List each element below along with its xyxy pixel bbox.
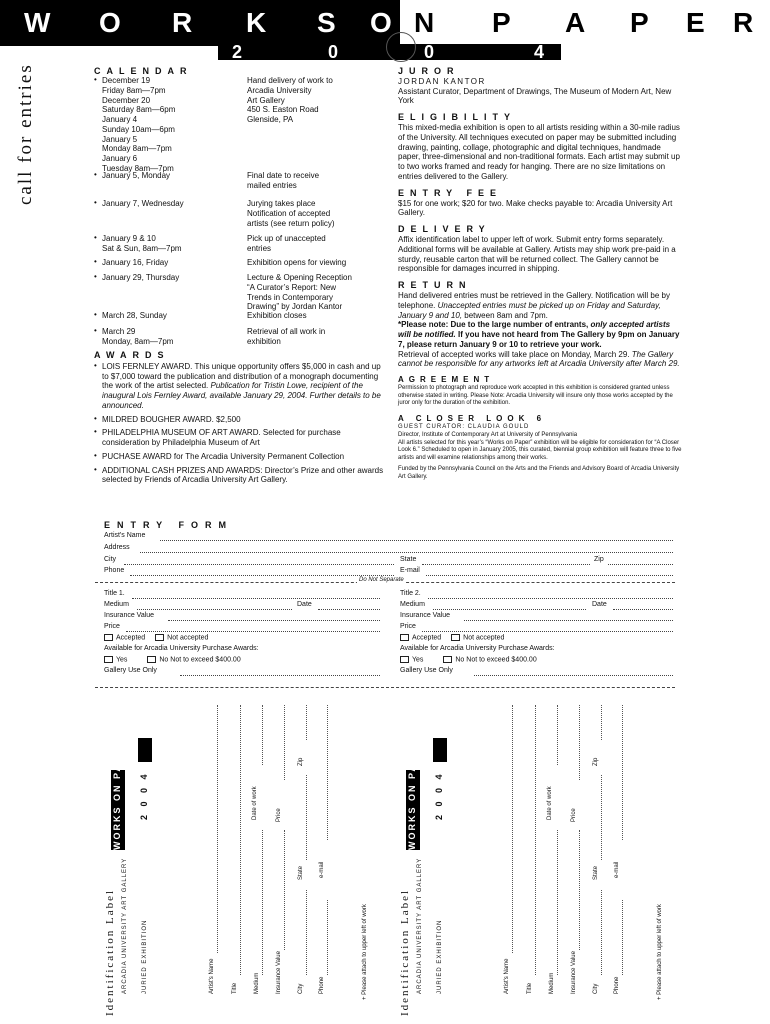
price2-label: Price <box>400 623 416 630</box>
date1-label: Date <box>297 601 312 608</box>
label-attach: + Please attach to upper left of work <box>657 904 663 1000</box>
side-heading: call for entries <box>15 63 36 205</box>
not-accepted1-checkbox[interactable] <box>155 634 164 641</box>
label-juried: JURIED EXHIBITION <box>142 919 148 994</box>
artist-name-field[interactable] <box>160 533 673 541</box>
label-medium-line[interactable] <box>262 830 263 975</box>
title-letter: K <box>246 7 267 38</box>
yes1-label: Yes <box>116 656 128 664</box>
award-text: LOIS FERNLEY AWARD. This unique opportunity offers $5,000 in cash and up to $7,000 toward the publication and distribution of a monograph documenting the work of the artist selected. <box>102 361 381 391</box>
yes2-checkbox[interactable] <box>400 656 409 663</box>
year-digit: 0 <box>424 42 435 62</box>
zip-field[interactable] <box>608 557 673 565</box>
label-gallery: ARCADIA UNIVERSITY ART GALLERY <box>417 857 423 994</box>
title2-label: Title 2. <box>400 590 421 597</box>
identification-label <box>100 700 390 1018</box>
label-date: Date of work <box>547 786 553 820</box>
yesno2-row <box>400 656 537 666</box>
accepted2-label: Accepted <box>412 634 442 642</box>
label-insurance-line[interactable] <box>579 830 580 950</box>
calendar-event: Lecture & Opening Reception “A Curator’s Report: New Trends in Contemporary Drawing” by Jordan Kantor <box>247 273 352 312</box>
do-not-separate: Do Not Separate <box>359 577 404 583</box>
label-phone-line[interactable] <box>327 900 328 975</box>
calendar-event: Jurying takes place Notification of accepted artists (see return policy) <box>247 199 335 228</box>
zip-label: Zip <box>594 556 604 563</box>
calendar-heading: CALENDAR <box>94 66 193 76</box>
awards-section <box>94 350 386 485</box>
label-title-line[interactable] <box>240 705 241 975</box>
label-price: Price <box>571 808 577 822</box>
title-letter: O <box>370 7 392 38</box>
label-state-line[interactable] <box>601 775 602 860</box>
award-item: • PUCHASE AWARD for The Arcadia University Permanent Collection <box>94 452 386 462</box>
accepted2-row <box>400 634 504 644</box>
closer-look-heading: A CLOSER LOOK 6 <box>398 414 547 424</box>
year-digit: 0 <box>328 42 339 62</box>
label-city: City <box>298 983 304 994</box>
title-letter: O <box>99 7 121 38</box>
title2-field[interactable] <box>428 591 673 599</box>
insurance2-label: Insurance Value <box>400 612 451 619</box>
label-year-block <box>433 738 447 762</box>
phone-field[interactable] <box>130 568 394 576</box>
agreement-text: Permission to photograph and reproduce work accepted in this exhibition is considered granted unless otherwise stated in writing. Please Note: Arcadia University will insure only those works accepted by the juror only for the duration of the exhibition. <box>398 384 673 407</box>
yes1-checkbox[interactable] <box>104 656 113 663</box>
email-field[interactable] <box>426 568 673 576</box>
title-letter: N <box>414 7 435 38</box>
label-insurance: Insurance Value <box>571 951 577 994</box>
guest-curator: GUEST CURATOR: CLAUDIA GOULD <box>398 423 530 430</box>
date1-field[interactable] <box>318 602 380 610</box>
return-heading: RETURN <box>398 280 472 291</box>
label-medium-line[interactable] <box>557 830 558 975</box>
calendar-date: • December 19 Friday 8am—7pm December 20 Saturday 8am—6pm January 4 Sunday 10am—6pm January 5 Monday 8am—7pm January 6 Tuesday 8am—7pm <box>94 76 244 174</box>
juror-heading: JUROR <box>398 66 460 76</box>
price1-field[interactable] <box>126 624 380 632</box>
label-email: e-mail <box>319 861 325 878</box>
gallery-use1-label: Gallery Use Only <box>104 667 157 674</box>
label-phone: Phone <box>319 976 325 994</box>
city-field[interactable] <box>124 557 394 565</box>
medium1-label: Medium <box>104 601 129 608</box>
label-date-line[interactable] <box>262 705 263 765</box>
label-email-line[interactable] <box>327 705 328 840</box>
yesno1-row <box>104 656 241 666</box>
date2-label: Date <box>592 601 607 608</box>
title-letter: S <box>317 7 336 38</box>
calendar-date: • March 29 Monday, 8am—7pm <box>94 327 244 347</box>
calendar-date: • March 28, Sunday <box>94 311 244 321</box>
right-column <box>398 66 684 488</box>
year-digit: 2 <box>232 42 243 62</box>
phone-label: Phone <box>104 567 125 574</box>
label-state: State <box>298 865 304 880</box>
gallery-use2-label: Gallery Use Only <box>400 667 453 674</box>
label-date: Date of work <box>252 786 258 820</box>
title-letter: R <box>733 7 754 38</box>
calendar-date: • January 29, Thursday <box>94 273 244 283</box>
label-artist-name-line[interactable] <box>217 705 218 953</box>
title-letter: P <box>492 7 511 38</box>
medium2-label: Medium <box>400 601 425 608</box>
title1-label: Title 1. <box>104 590 125 597</box>
label-city-line[interactable] <box>306 890 307 975</box>
address-label: Address <box>104 544 130 551</box>
no1-checkbox[interactable] <box>147 656 156 663</box>
not-accepted2-label: Not accepted <box>463 634 505 642</box>
address-field[interactable] <box>140 545 673 553</box>
label-logo-text: WORKS ON PAPER <box>112 738 122 850</box>
calendar-date: • January 7, Wednesday <box>94 199 244 209</box>
gallery-use1-field[interactable] <box>180 668 380 676</box>
label-state: State <box>593 865 599 880</box>
no1-label: No Not to exceed $400.00 <box>159 656 241 664</box>
label-phone-line[interactable] <box>622 900 623 975</box>
header-black-band <box>0 0 400 46</box>
state-field[interactable] <box>422 557 590 565</box>
medium1-field[interactable] <box>137 602 292 610</box>
not-accepted2-checkbox[interactable] <box>451 634 460 641</box>
calendar-date: • January 9 & 10 Sat & Sun, 8am—7pm <box>94 234 244 254</box>
label-date-line[interactable] <box>557 705 558 765</box>
title-letter: A <box>565 7 586 38</box>
return-t2: Unaccepted entries must be picked up on Friday and Saturday, January 9 and 10, <box>398 300 661 320</box>
title1-field[interactable] <box>132 591 380 599</box>
eligibility-text: This mixed-media exhibition is open to all artists residing within a 30-mile radius of the University. All techniques executed on paper may be submitted including drawing, painting, collage, photographic and digital techniques, handmade paper, three-dimensional and non-traditional formats. Each artist may submit up to two works framed and ready for hanging. There are no size limitations on entries delivered to the Gallery. <box>398 123 680 181</box>
label-state-line[interactable] <box>306 775 307 860</box>
label-gallery: ARCADIA UNIVERSITY ART GALLERY <box>122 857 128 994</box>
calendar-section <box>94 66 386 346</box>
label-insurance: Insurance Value <box>276 951 282 994</box>
label-email-line[interactable] <box>622 705 623 840</box>
label-medium: Medium <box>549 972 555 994</box>
no2-checkbox[interactable] <box>443 656 452 663</box>
entry-fee-text: $15 for one work; $20 for two. Make checks payable to: Arcadia University Art Gallery. <box>398 198 673 218</box>
title-letter: R <box>172 7 193 38</box>
label-artist-name: Artist's Name <box>209 958 215 994</box>
insurance1-field[interactable] <box>168 613 380 621</box>
label-logo-text: WORKS ON PAPER <box>407 738 417 850</box>
accepted2-checkbox[interactable] <box>400 634 409 641</box>
calendar-date: • January 5, Monday <box>94 171 244 181</box>
artist-name-label: Artist's Name <box>104 532 146 539</box>
funded-text: Funded by the Pennsylvania Council on the Arts and the Friends and Advisory Board of Arcadia University Art Gallery. <box>398 465 680 480</box>
award-item: • PHILADELPHIA MUSEUM OF ART AWARD. Selected for purchase consideration by Philadelphia Museum of Art <box>94 428 386 448</box>
label-attach: + Please attach to upper left of work <box>362 904 368 1000</box>
price2-field[interactable] <box>422 624 673 632</box>
delivery-text: Affix identification label to upper left of work. Submit entry forms separately. Additional forms will be available at Gallery. Artists may ship work pre-paid in a sturdy, reusable carton that will be returned collect. The Gallery cannot be responsible for damages incurred in shipping. <box>398 235 676 274</box>
eligibility-heading: ELIGIBILITY <box>398 112 517 123</box>
label-zip: Zip <box>593 757 599 766</box>
label-zip-line[interactable] <box>306 705 307 740</box>
year-digit: 4 <box>534 42 545 62</box>
delivery-heading: DELIVERY <box>398 224 491 235</box>
calendar-event: Exhibition closes <box>247 311 307 320</box>
date2-field[interactable] <box>613 602 673 610</box>
identification-label <box>395 700 685 1018</box>
award-text-italic: Publication for Tristin Lowe, recipient of the inaugural Lois Fernley Award, available January 29, 2004. Further details to be announced. <box>102 381 381 410</box>
accepted1-checkbox[interactable] <box>104 634 113 641</box>
calendar-event: Exhibition opens for viewing <box>247 258 347 267</box>
state-label: State <box>400 556 417 563</box>
title-letter: E <box>686 7 705 38</box>
label-year: 2 0 0 4 <box>139 771 149 820</box>
calendar-event: Hand delivery of work to Arcadia University Art Gallery 450 S. Easton Road Glenside, PA <box>247 76 333 124</box>
gallery-use2-field[interactable] <box>474 668 673 676</box>
entry-form-heading: ENTRY FORM <box>104 520 234 530</box>
purchase2-label: Available for Arcadia University Purchase Awards: <box>400 645 555 652</box>
award-item: • MILDRED BOUGHER AWARD. $2,500 <box>94 415 386 425</box>
medium2-field[interactable] <box>433 602 586 610</box>
label-id-title: Identification Label <box>104 888 116 1016</box>
juror-desc: Assistant Curator, Department of Drawings, The Museum of Modern Art, New York <box>398 86 672 106</box>
calendar-date: • January 16, Friday <box>94 258 244 268</box>
title-letter: P <box>630 7 649 38</box>
separator-dashed-labels <box>95 687 675 688</box>
label-insurance-line[interactable] <box>284 830 285 950</box>
insurance2-field[interactable] <box>464 613 673 621</box>
return-t1: Hand delivered entries must be retrieved in the Gallery. Notification will be by telephone. <box>398 291 670 310</box>
label-artist-name: Artist's Name <box>504 958 510 994</box>
calendar-event: Final date to receive mailed entries <box>247 171 320 190</box>
closer-look-text: Director, Institute of Contemporary Art at University of Pennsylvania All artists selected for this year’s “Works on Paper” exhibition will be eligible for consideration for “A Closer Look 6.” Scheduled to open in January 2005, this curated, biennial group exhibition will feature three to five artists and will examine relationships among their works. <box>398 431 682 462</box>
label-year: 2 0 0 4 <box>434 771 444 820</box>
label-id-title: Identification Label <box>399 888 411 1016</box>
purchase1-label: Available for Arcadia University Purchase Awards: <box>104 645 259 652</box>
not-accepted1-label: Not accepted <box>167 634 209 642</box>
label-title-line[interactable] <box>535 705 536 975</box>
return-t5: only accepted artists will be notified. <box>398 320 671 340</box>
calendar-event: Retrieval of all work in exhibition <box>247 327 326 346</box>
label-medium: Medium <box>254 972 260 994</box>
label-city-line[interactable] <box>601 890 602 975</box>
return-t4: *Please note: Due to the large number of entrants, <box>398 320 589 330</box>
label-year-block <box>138 738 152 762</box>
insurance1-label: Insurance Value <box>104 612 155 619</box>
agreement-heading: AGREEMENT <box>398 375 495 385</box>
label-zip-line[interactable] <box>601 705 602 740</box>
label-juried: JURIED EXHIBITION <box>437 919 443 994</box>
no2-label: No Not to exceed $400.00 <box>455 656 537 664</box>
label-price-line[interactable] <box>284 705 285 780</box>
return-t6: If you have not heard from The Gallery by 9pm on January 7, please return January 9 or 10 to retrieve your work. <box>398 330 680 349</box>
label-title: Title <box>527 982 533 994</box>
awards-heading: AWARDS <box>94 350 170 360</box>
award-item: • ADDITIONAL CASH PRIZES AND AWARDS: Director’s Prize and other awards selected by Friends of Arcadia University Art Gallery. <box>94 466 386 486</box>
label-email: e-mail <box>614 861 620 878</box>
label-price-line[interactable] <box>579 705 580 780</box>
email-label: E-mail <box>400 567 420 574</box>
accepted1-label: Accepted <box>116 634 146 642</box>
return-t8: The Gallery cannot be responsible for any artworks left at Arcadia University after March 29. <box>398 349 680 369</box>
return-text <box>398 291 684 369</box>
label-title: Title <box>232 982 238 994</box>
title-letter: W <box>24 7 51 38</box>
juror-name: JORDAN KANTOR <box>398 76 486 86</box>
label-phone: Phone <box>614 976 620 994</box>
entry-fee-heading: ENTRY FEE <box>398 187 503 198</box>
city-label: City <box>104 556 117 563</box>
yes2-label: Yes <box>412 656 424 664</box>
calendar-event: Pick up of unaccepted entries <box>247 234 326 253</box>
price1-label: Price <box>104 623 120 630</box>
label-zip: Zip <box>298 757 304 766</box>
award-item <box>94 362 386 411</box>
swirl-ornament-icon <box>386 32 416 62</box>
label-city: City <box>593 983 599 994</box>
label-artist-name-line[interactable] <box>512 705 513 953</box>
accepted1-row <box>104 634 208 644</box>
return-t7: Retrieval of accepted works will take place on Monday, March 29. <box>398 349 630 359</box>
return-t3: between 8am and 7pm. <box>464 310 548 320</box>
label-price: Price <box>276 808 282 822</box>
